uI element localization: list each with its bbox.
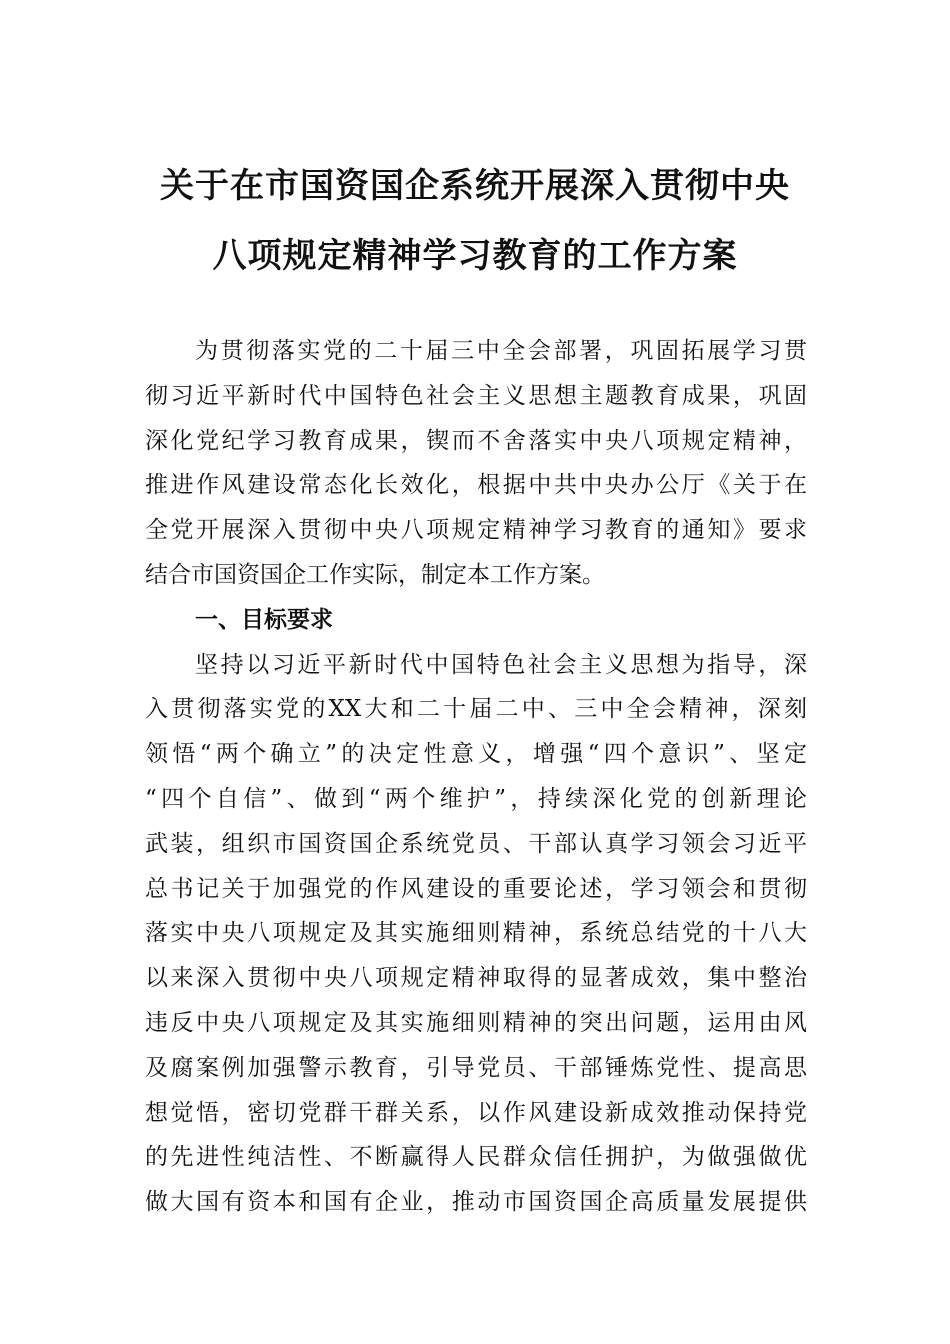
intro-paragraph-line: 为贯彻落实党的二十届三中全会部署，巩固拓展学习贯 xyxy=(195,338,807,364)
section-paragraph-line: 入贯彻落实党的XX大和二十届二中、三中全会精神，深刻 xyxy=(145,696,807,723)
section-paragraph-line: 想觉悟，密切党群干群关系，以作风建设新成效推动保持党 xyxy=(145,1099,807,1126)
section-paragraph-line: 坚持以习近平新时代中国特色社会主义思想为指导，深 xyxy=(195,651,807,678)
section-paragraph-line: 违反中央八项规定及其实施细则精神的突出问题，运用由风 xyxy=(145,1009,807,1036)
section-paragraph-line: 领悟“两个确立”的决定性意义，增强“四个意识”、坚定 xyxy=(145,741,807,768)
document-title-line-1: 关于在市国资国企系统开展深入贯彻中央 xyxy=(160,166,790,206)
section-paragraph-line: 落实中央八项规定及其实施细则精神，系统总结党的十八大 xyxy=(145,920,807,947)
section-paragraph-line: 及腐案例加强警示教育，引导党员、干部锤炼党性、提高思 xyxy=(145,1054,807,1081)
document-title-line-2: 八项规定精神学习教育的工作方案 xyxy=(212,236,738,276)
intro-paragraph-line: 全党开展深入贯彻中央八项规定精神学习教育的通知》要求 xyxy=(145,517,807,544)
intro-paragraph-line: 推进作风建设常态化长效化，根据中共中央办公厅《关于在 xyxy=(145,472,807,499)
intro-paragraph-line: 结合市国资国企工作实际，制定本工作方案。 xyxy=(145,561,605,588)
section-paragraph-line: “四个自信”、做到“两个维护”，持续深化党的创新理论 xyxy=(145,785,807,812)
section-heading-goals: 一、目标要求 xyxy=(195,606,333,633)
intro-paragraph-line: 彻习近平新时代中国特色社会主义思想主题教育成果，巩固 xyxy=(145,382,807,409)
intro-paragraph-line: 深化党纪学习教育成果，锲而不舍落实中央八项规定精神， xyxy=(145,427,807,454)
document-body xyxy=(145,329,807,1225)
section-paragraph-line: 做大国有资本和国有企业，推动市国资国企高质量发展提供 xyxy=(145,1189,807,1216)
section-paragraph-line: 总书记关于加强党的作风建设的重要论述，学习领会和贯彻 xyxy=(145,875,807,902)
section-paragraph-line: 武装，组织市国资国企系统党员、干部认真学习领会习近平 xyxy=(145,830,807,857)
section-paragraph-line: 以来深入贯彻中央八项规定精神取得的显著成效，集中整治 xyxy=(145,965,807,992)
section-paragraph-line: 的先进性纯洁性、不断赢得人民群众信任拥护，为做强做优 xyxy=(145,1144,807,1171)
